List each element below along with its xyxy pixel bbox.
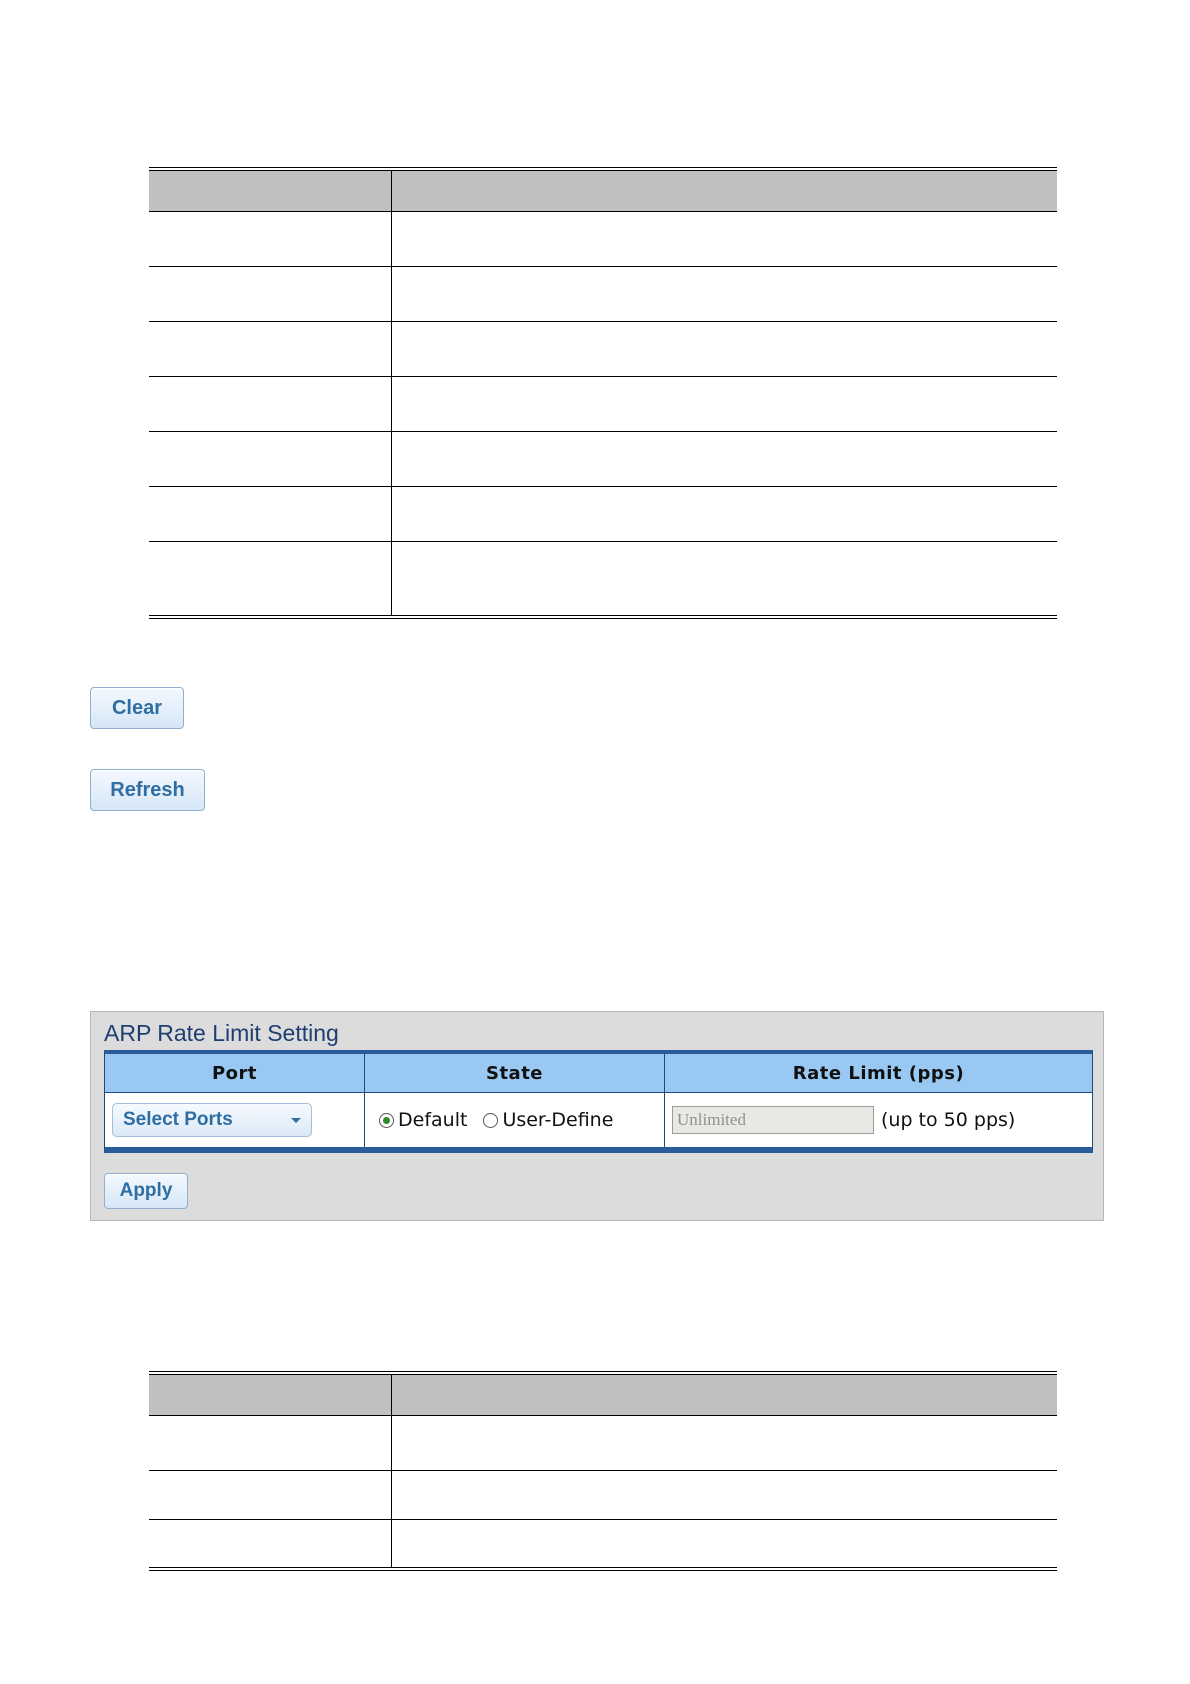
radio-selected-dot (383, 1117, 390, 1124)
column-header-state: State (365, 1054, 665, 1092)
description-table-2 (149, 1371, 1057, 1571)
description-table-1 (149, 167, 1057, 619)
radio-default-label: Default (398, 1109, 468, 1131)
table-header (149, 1375, 1057, 1416)
radio-default[interactable] (379, 1113, 394, 1128)
table-row (149, 1416, 1057, 1471)
select-ports-label: Select Ports (123, 1109, 233, 1130)
table-row (149, 487, 1057, 542)
refresh-button[interactable]: Refresh (90, 769, 205, 811)
table-row (149, 1471, 1057, 1520)
radio-user-define[interactable] (483, 1113, 498, 1128)
table-row (149, 377, 1057, 432)
rate-cell (665, 1093, 1092, 1147)
column-header-rate-limit: Rate Limit (pps) (792, 1062, 965, 1084)
table-row (149, 322, 1057, 377)
port-cell (105, 1093, 365, 1147)
grid-row (105, 1093, 1092, 1147)
table-row (149, 542, 1057, 615)
arp-rate-limit-panel (90, 1011, 1104, 1221)
column-header-port: Port (105, 1054, 365, 1092)
chevron-down-icon (291, 1118, 301, 1123)
rate-limit-hint: (up to 50 pps) (881, 1109, 1016, 1131)
radio-user-define-label: User-Define (502, 1109, 614, 1131)
table-row (149, 212, 1057, 267)
table-row (149, 1520, 1057, 1567)
rate-limit-grid (104, 1050, 1093, 1153)
table-header (149, 171, 1057, 212)
rate-limit-input[interactable]: Unlimited (672, 1106, 874, 1134)
apply-button[interactable]: Apply (104, 1173, 188, 1209)
table-row (149, 432, 1057, 487)
clear-button[interactable]: Clear (90, 687, 184, 729)
select-ports-dropdown[interactable] (112, 1103, 312, 1137)
panel-title: ARP Rate Limit Setting (104, 1020, 339, 1046)
table-row (149, 267, 1057, 322)
grid-header (105, 1054, 1092, 1093)
state-cell (365, 1093, 665, 1147)
